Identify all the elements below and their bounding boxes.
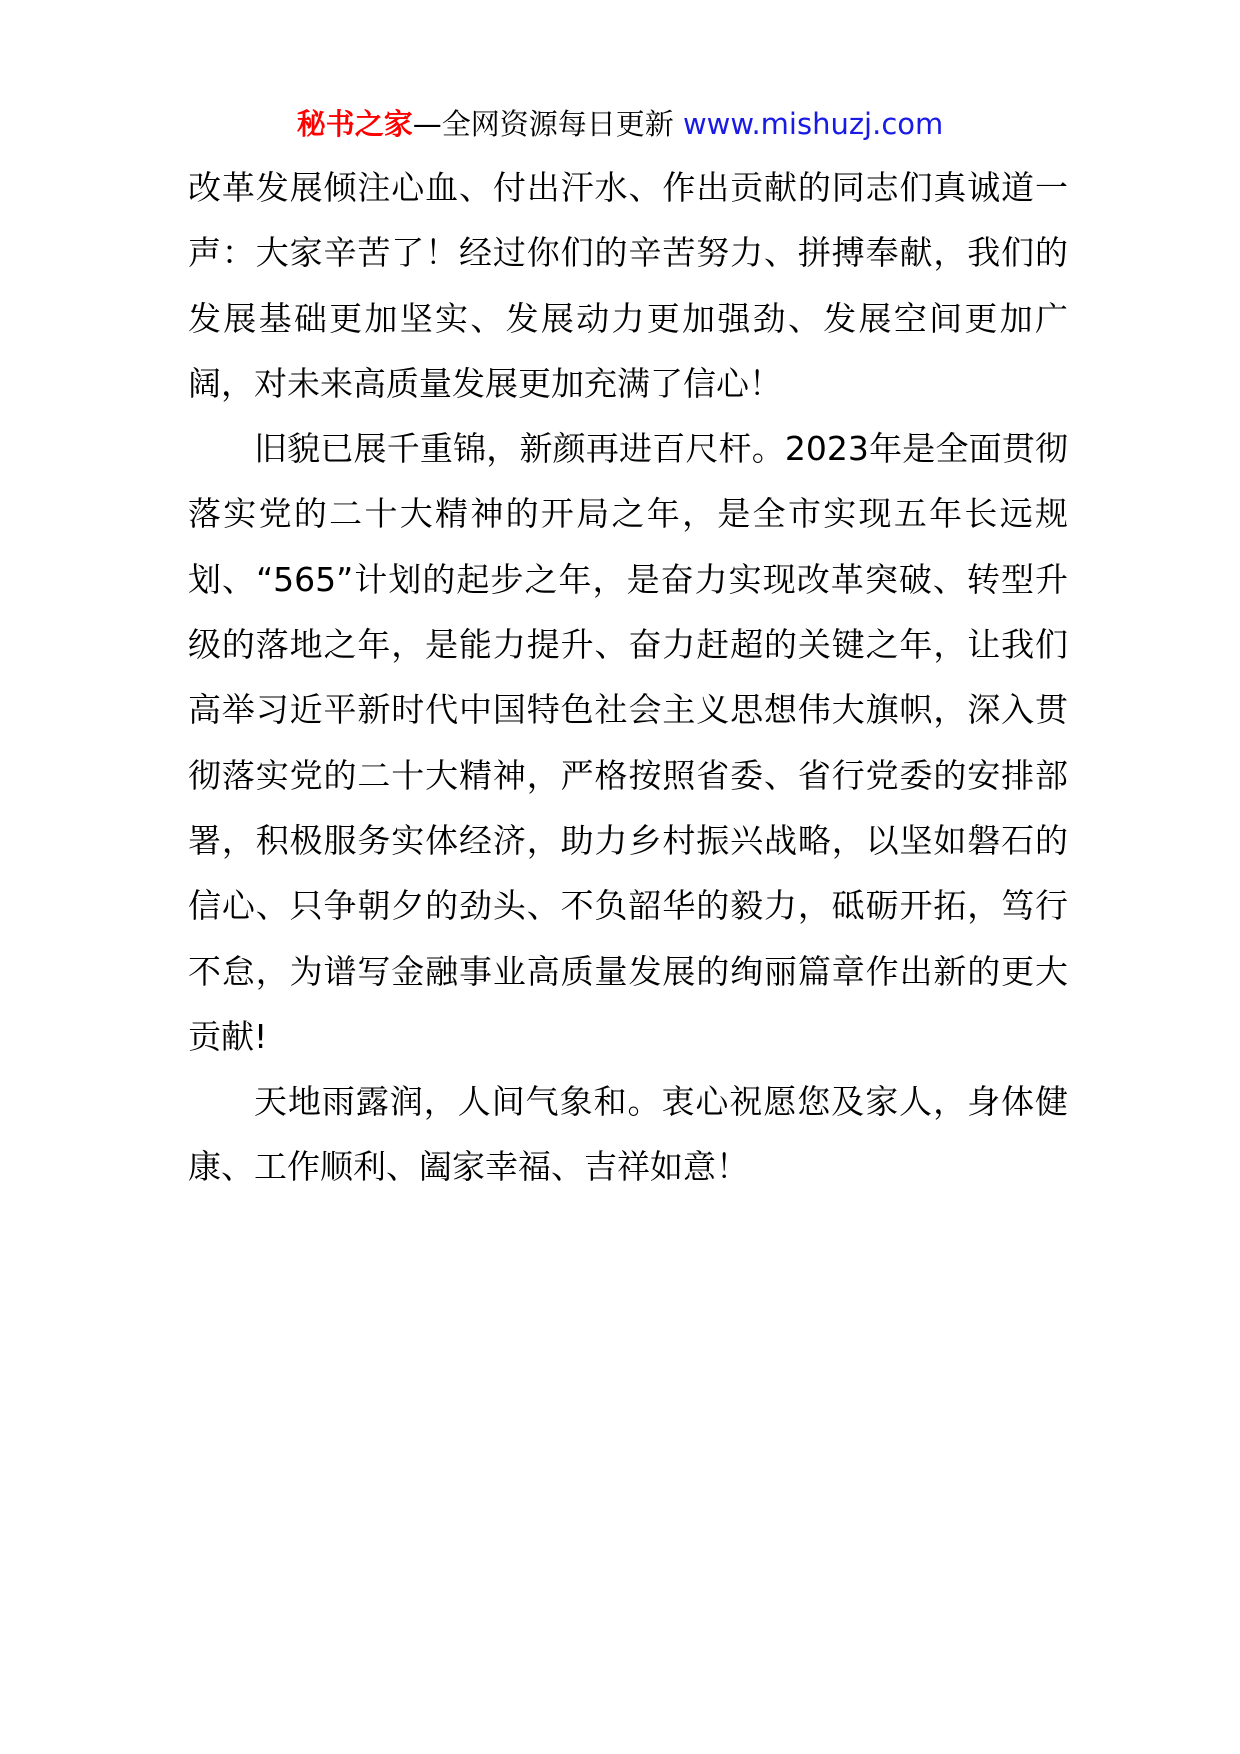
paragraph-1: 改革发展倾注心血、付出汗水、作出贡献的同志们真诚道一声：大家辛苦了！经过你们的辛苦努力、拼搏奉献，我们的发展基础更加坚实、发展动力更加强劲、发展空间更加广阔，对未来高质量发展更加充满了信心！ xyxy=(188,168,1068,403)
page-header xyxy=(0,104,1240,144)
site-url[interactable]: www.mishuzj.com xyxy=(682,107,944,141)
document-body xyxy=(188,155,1068,1200)
paragraph-3: 天地雨露润，人间气象和。衷心祝愿您及家人，身体健康、工作顺利、阖家幸福、吉祥如意！ xyxy=(188,1082,1068,1187)
brand-name: 秘书之家 xyxy=(296,107,413,141)
paragraph-2: 旧貌已展千重锦，新颜再进百尺杆。2023年是全面贯彻落实党的二十大精神的开局之年，是全市实现五年长远规划、“565”计划的起步之年，是奋力实现改革突破、转型升级的落地之年，是能力提升、奋力赶超的关键之年，让我们高举习近平新时代中国特色社会主义思想伟大旗帜，深入贯彻落实党的二十大精神，严格按照省委、省行党委的安排部署，积极服务实体经济，助力乡村振兴战略，以坚如磐石的信心、只争朝夕的劲头、不负韶华的毅力，砥砺开拓，笃行不怠，为谱写金融事业高质量发展的绚丽篇章作出新的更大贡献! xyxy=(188,429,1068,1056)
header-tagline: —全网资源每日更新 xyxy=(412,107,683,141)
